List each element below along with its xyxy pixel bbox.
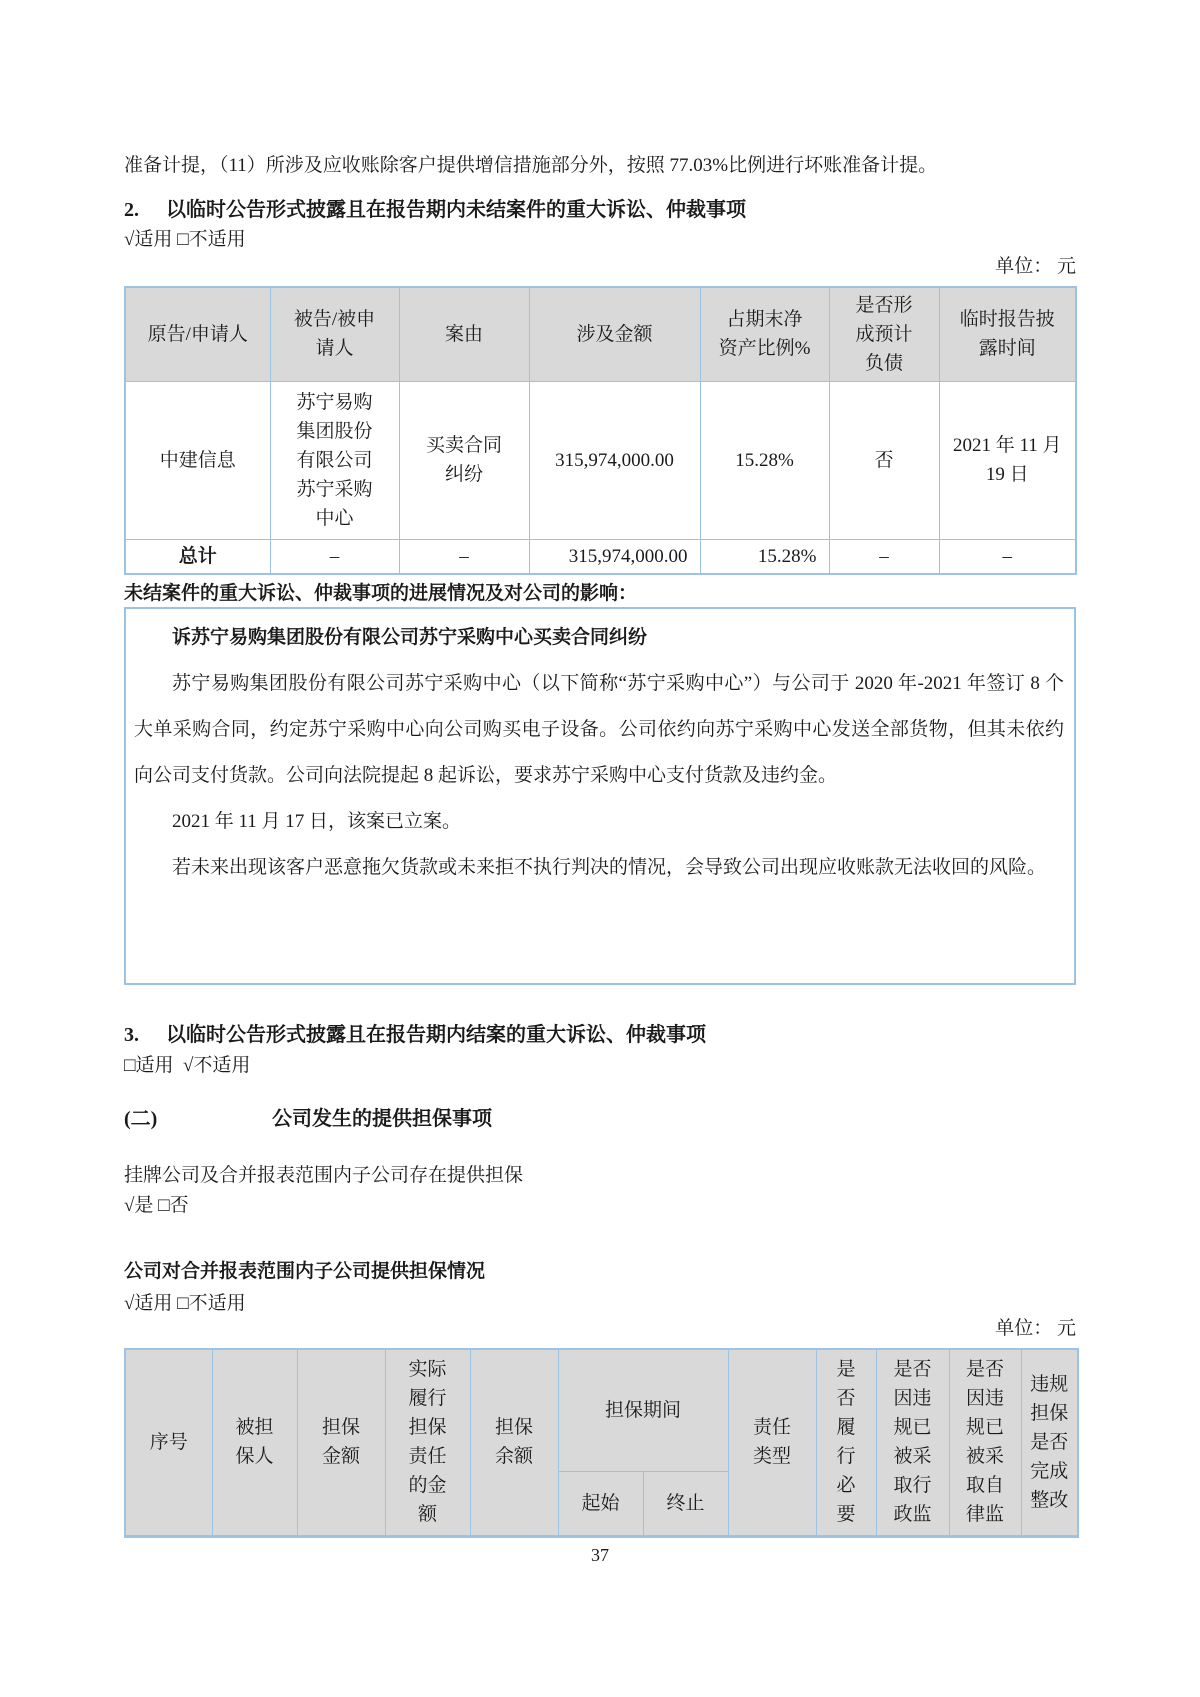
th-guaranteed-party: 被担保人 [212,1349,297,1536]
th-index: 序号 [125,1349,212,1536]
th-cause: 案由 [399,287,529,381]
th-disclosure-date: 临时报告披露时间 [939,287,1076,381]
guarantee-subheading: 公司对合并报表范围内子公司提供担保情况 [124,1261,486,1282]
th-necessity: 是否履行必要 [816,1349,876,1536]
case-paragraph-3: 若未来出现该客户恶意拖欠货款或未来拒不执行判决的情况，会导致公司出现应收账款无法收回的风险。 [172,857,1047,878]
th-guarantee-amount: 担保金额 [297,1349,385,1536]
case-paragraph-1: 苏宁易购集团股份有限公司苏宁采购中心（以下简称“苏宁采购中心”）与公司于 2020 年-2021 年签订 8 个大单采购合同，约定苏宁采购中心向公司购买电子设备。公司依约向苏宁采购中心发送全部货物，但其未依约向公司支付货款。公司向法院提起 8 起诉讼，要求苏宁采购中心支付货款及违约金。 [134,673,1064,786]
th-net-asset-ratio: 占期末净资产比例% [700,287,829,381]
guarantee-table [124,1348,1079,1538]
th-self-supervision: 是否因违规已被采取自律监 [949,1349,1021,1536]
litigation-table-header-row [125,287,1076,381]
guarantee-exists-answer: √是 □否 [124,1195,189,1216]
th-liability-type: 责任类型 [728,1349,816,1536]
cell-liability: 否 [829,381,939,539]
litigation-table [124,286,1077,575]
section3-number: 3. [124,1024,139,1046]
progress-label: 未结案件的重大诉讼、仲裁事项的进展情况及对公司的影响： [124,583,638,604]
page-number: 37 [591,1545,609,1565]
cell-ratio: 15.28% [700,381,829,539]
cell-total-ratio: 15.28% [700,539,829,574]
cell-amount: 315,974,000.00 [529,381,700,539]
guarantee-header-row-1 [125,1349,1078,1471]
section3-heading [124,1018,1076,1047]
cell-total-amount: 315,974,000.00 [529,539,700,574]
litigation-table-data-row [125,381,1076,539]
guarantee-section-number: (二) [124,1108,158,1130]
litigation-table-total-row [125,539,1076,574]
th-guarantee-balance: 担保余额 [470,1349,558,1536]
intro-paragraph: 准备计提，（11）所涉及应收账除客户提供增信措施部分外，按照 77.03%比例进行坏账准备计提。 [124,155,938,176]
cell-total-label: 总计 [125,539,270,574]
th-rectified: 违规担保是否完成整改 [1021,1349,1078,1536]
case-title: 诉苏宁易购集团股份有限公司苏宁采购中心买卖合同纠纷 [172,627,648,648]
section3-title: 以临时公告形式披露且在报告期内结案的重大诉讼、仲裁事项 [166,1024,706,1046]
section3-applicable-line: □适用 √不适用 [124,1055,251,1076]
cell-plaintiff: 中建信息 [125,381,270,539]
th-period-start: 起始 [558,1471,643,1536]
section2-applicable-line: √适用 □不适用 [124,229,246,250]
th-guarantee-period: 担保期间 [558,1349,728,1471]
cell-cause: 买卖合同纠纷 [399,381,529,539]
th-actual-amount: 实际履行担保责任的金额 [385,1349,470,1536]
th-plaintiff: 原告/申请人 [125,287,270,381]
section2-heading [124,193,1076,222]
guarantee-exists-line: 挂牌公司及合并报表范围内子公司存在提供担保 [124,1165,524,1186]
unit-label-1: 单位： 元 [995,256,1076,277]
case-progress-box [124,607,1076,985]
cell-date: 2021 年 11 月 19 日 [939,381,1076,539]
case-paragraph-2: 2021 年 11 月 17 日，该案已立案。 [172,811,462,832]
section2-title: 以临时公告形式披露且在报告期内未结案件的重大诉讼、仲裁事项 [166,199,746,221]
guarantee-applicable-line: √适用 □不适用 [124,1293,246,1314]
cell-total-defendant: – [270,539,399,574]
cell-total-cause: – [399,539,529,574]
th-period-end: 终止 [643,1471,728,1536]
th-estimated-liability: 是否形成预计负债 [829,287,939,381]
guarantee-section-heading [124,1102,1076,1131]
cell-total-date: – [939,539,1076,574]
guarantee-section-title: 公司发生的提供担保事项 [272,1108,492,1130]
cell-total-liability: – [829,539,939,574]
cell-defendant: 苏宁易购集团股份有限公司苏宁采购中心 [270,381,399,539]
th-amount: 涉及金额 [529,287,700,381]
unit-label-2: 单位： 元 [995,1318,1076,1339]
th-admin-supervision: 是否因违规已被采取行政监 [876,1349,949,1536]
th-defendant: 被告/被申请人 [270,287,399,381]
section2-number: 2. [124,199,139,221]
